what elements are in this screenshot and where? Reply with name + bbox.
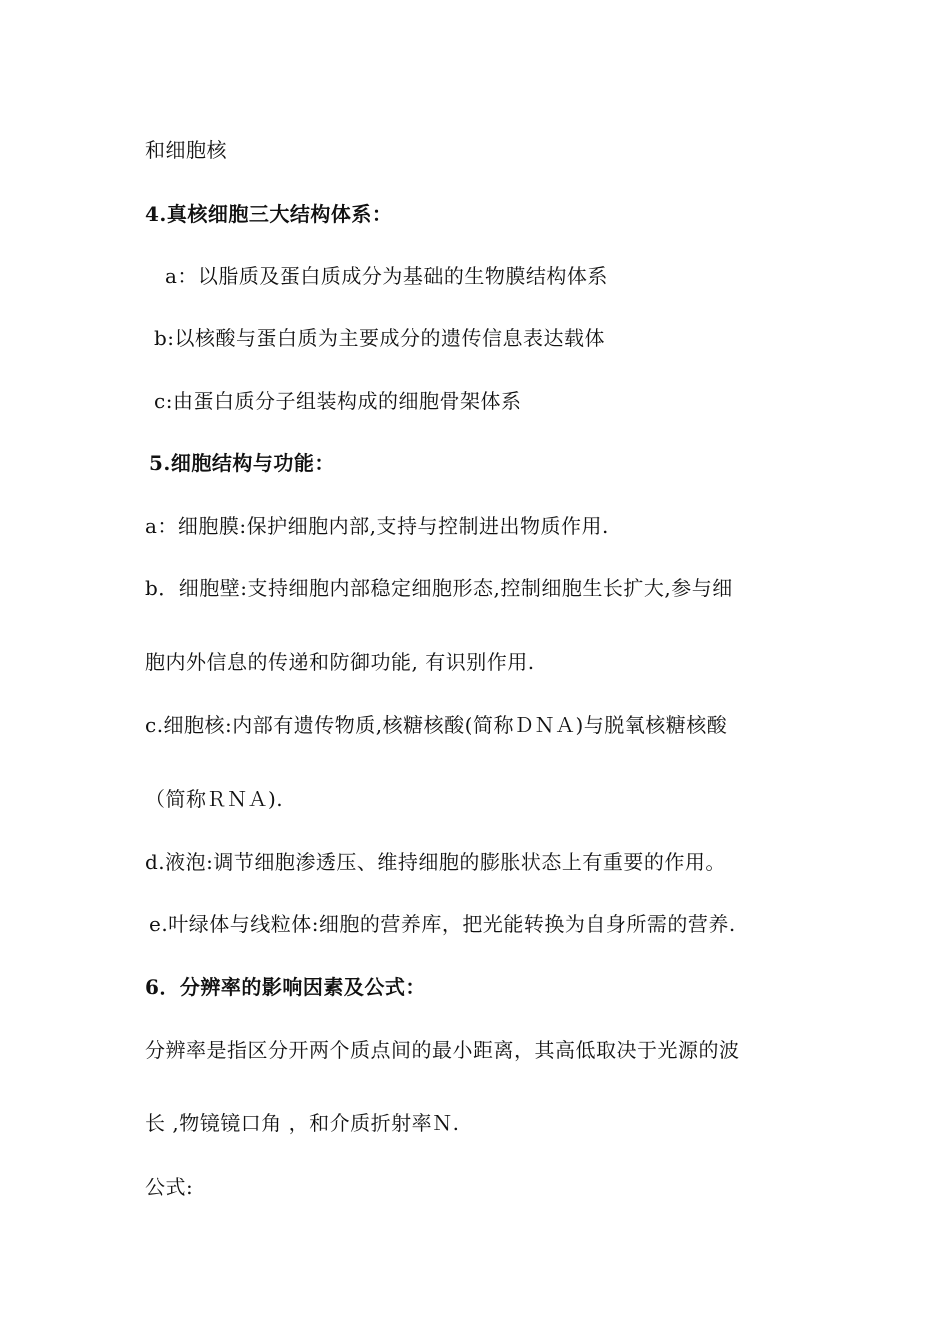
list-item-a: a：以脂质及蛋白质成分为基础的生物膜结构体系 <box>165 264 608 288</box>
paragraph-resolution-continued: 长 ,物镜镜口角 ，和介质折射率Ｎ. <box>145 1111 460 1135</box>
text-line-continuation: 和细胞核 <box>145 138 227 162</box>
paragraph-cell-wall-continued: 胞内外信息的传递和防御功能, 有识别作用. <box>145 650 535 674</box>
paragraph-cell-membrane: a：细胞膜:保护细胞内部,支持与控制进出物质作用. <box>145 514 609 538</box>
paragraph-vacuole: d.液泡:调节细胞渗透压、维持细胞的膨胀状态上有重要的作用。 <box>145 850 726 874</box>
list-item-b: b:以核酸与蛋白质为主要成分的遗传信息表达载体 <box>154 326 606 350</box>
section-heading-6: 6．分辨率的影响因素及公式： <box>145 975 426 999</box>
paragraph-nucleus-continued: （简称ＲＮＡ). <box>145 787 284 811</box>
paragraph-nucleus: c.细胞核:内部有遗传物质,核糖核酸(简称ＤＮＡ)与脱氧核糖核酸 <box>145 713 728 737</box>
formula-label: 公式: <box>145 1175 194 1199</box>
list-item-c: c:由蛋白质分子组装构成的细胞骨架体系 <box>154 389 522 413</box>
section-heading-5: 5.细胞结构与功能： <box>149 451 335 475</box>
paragraph-resolution: 分辨率是指区分开两个质点间的最小距离，其高低取决于光源的波 <box>145 1038 740 1062</box>
paragraph-chloroplast-mitochondria: e.叶绿体与线粒体:细胞的营养库，把光能转换为自身所需的营养. <box>149 912 736 936</box>
paragraph-cell-wall: b．细胞壁:支持细胞内部稳定细胞形态,控制细胞生长扩大,参与细 <box>145 576 733 600</box>
section-heading-4: 4.真核细胞三大结构体系： <box>145 202 393 226</box>
